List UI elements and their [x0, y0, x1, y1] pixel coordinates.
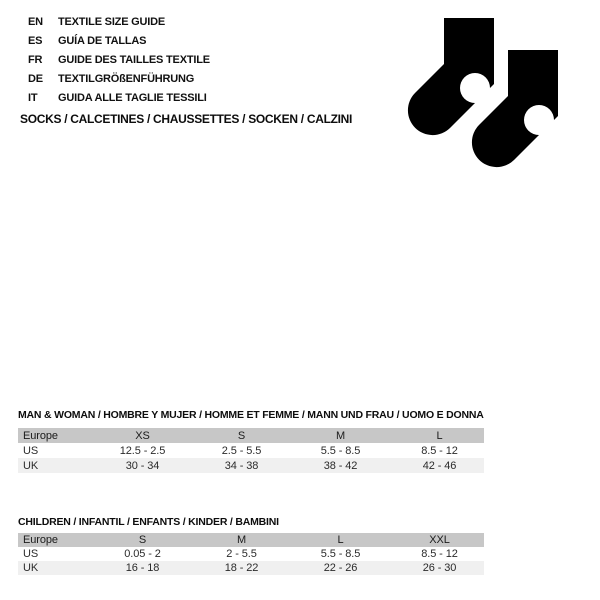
category-title: SOCKS / CALCETINES / CHAUSSETTES / SOCKEN / CALZINI [20, 112, 353, 126]
cell-us-m: 2 - 5.5 [226, 548, 257, 560]
lang-code-en: EN [28, 15, 43, 28]
lang-row-en [28, 12, 210, 31]
cell-uk-s: 34 - 38 [224, 459, 259, 472]
row-label-us: US [23, 548, 39, 560]
cell-uk-l: 22 - 26 [323, 562, 358, 574]
header-cell-region: Europe [23, 534, 58, 546]
size-table-man-woman [18, 409, 484, 479]
lang-row-es [28, 31, 210, 50]
sock-back-icon [408, 18, 494, 135]
socks-icon [406, 18, 561, 170]
table-grid-man-woman [18, 428, 484, 473]
size-table-children [18, 516, 484, 582]
language-list [28, 12, 210, 107]
lang-row-it [28, 88, 210, 107]
cell-us-xs: 12.5 - 2.5 [119, 444, 166, 457]
header-cell-size-s: S [138, 534, 147, 546]
table-row-us [18, 443, 484, 458]
lang-row-fr [28, 50, 210, 69]
cell-uk-xs: 30 - 34 [125, 459, 160, 472]
table-title-children: CHILDREN / INFANTIL / ENFANTS / KINDER / BAMBINI [18, 516, 279, 528]
cell-us-s: 0.05 - 2 [124, 548, 161, 560]
lang-label-es: GUÍA DE TALLAS [58, 34, 147, 47]
table-header-row [18, 428, 484, 443]
cell-us-xxl: 8.5 - 12 [421, 548, 458, 560]
cell-uk-l: 42 - 46 [422, 459, 457, 472]
table-title-man-woman: MAN & WOMAN / HOMBRE Y MUJER / HOMME ET FEMME / MANN UND FRAU / UOMO E DONNA [18, 409, 484, 421]
lang-code-fr: FR [28, 53, 43, 66]
row-label-uk: UK [23, 562, 39, 574]
table-grid-children [18, 533, 484, 575]
lang-row-de [28, 69, 210, 88]
lang-code-es: ES [28, 34, 43, 47]
cell-us-s: 2.5 - 5.5 [221, 444, 262, 457]
cell-uk-xxl: 26 - 30 [422, 562, 457, 574]
table-row-uk [18, 458, 484, 473]
header-cell-size-l: L [436, 429, 443, 442]
row-label-uk: UK [23, 459, 39, 472]
row-label-us: US [23, 444, 39, 457]
header-cell-size-xs: XS [135, 429, 150, 442]
lang-label-fr: GUIDE DES TAILLES TEXTILE [58, 53, 210, 66]
cell-us-m: 5.5 - 8.5 [320, 444, 361, 457]
header-cell-size-m: M [335, 429, 346, 442]
header-cell-size-s: S [237, 429, 246, 442]
table-header-row [18, 533, 484, 547]
header-cell-size-m: M [236, 534, 247, 546]
header-cell-region: Europe [23, 429, 58, 442]
cell-us-l: 5.5 - 8.5 [320, 548, 361, 560]
cell-uk-m: 38 - 42 [323, 459, 358, 472]
header-cell-size-xxl: XXL [429, 534, 450, 546]
table-row-uk [18, 561, 484, 575]
cell-uk-s: 16 - 18 [125, 562, 160, 574]
lang-label-de: TEXTILGRÖßENFÜHRUNG [58, 72, 195, 85]
table-row-us [18, 547, 484, 561]
cell-us-l: 8.5 - 12 [421, 444, 458, 457]
lang-code-de: DE [28, 72, 43, 85]
lang-code-it: IT [28, 91, 38, 104]
cell-uk-m: 18 - 22 [224, 562, 259, 574]
lang-label-it: GUIDA ALLE TAGLIE TESSILI [58, 91, 207, 104]
lang-label-en: TEXTILE SIZE GUIDE [58, 15, 166, 28]
header-cell-size-l: L [337, 534, 344, 546]
